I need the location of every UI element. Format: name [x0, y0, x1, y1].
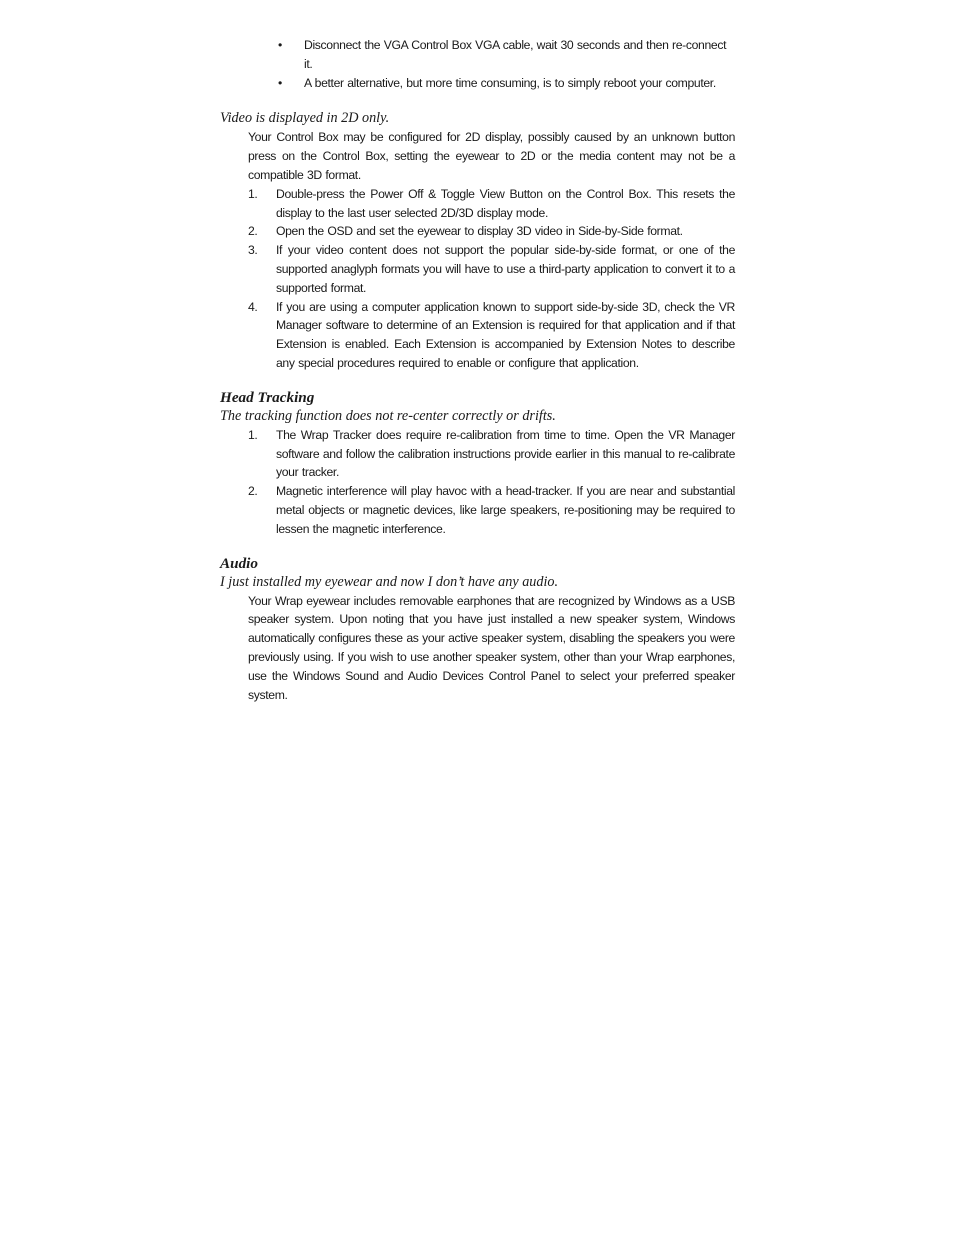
bullet-marker: •	[278, 38, 282, 52]
bullet-marker: •	[278, 75, 282, 90]
step-number: 4.	[248, 299, 258, 314]
step-text: If you are using a computer application known to support side-by-side 3D, check the VR Manager software to determine of an Extension is required for that application and if that Extension is enabled. Each Extension is accompanied by Extension Notes to describe any special procedures required to enable or configure that application.	[276, 299, 735, 370]
list-item	[220, 185, 735, 223]
step-text: Double-press the Power Off & Toggle View Button on the Control Box. This resets the display to the last user selected 2D/3D display mode.	[276, 186, 735, 220]
step-number: 1.	[248, 427, 258, 442]
step-number: 1.	[248, 186, 258, 201]
head-tracking-subheading: The tracking function does not re-center correctly or drifts.	[220, 407, 556, 424]
bullet-list	[220, 36, 735, 92]
bullet-text: A better alternative, but more time consuming, is to simply reboot your computer.	[304, 75, 716, 90]
list-item	[220, 222, 735, 241]
list-item	[220, 482, 735, 538]
head-tracking-heading: Head Tracking	[220, 388, 315, 406]
step-text: If your video content does not support the popular side-by-side format, or one of the supported anaglyph formats you will have to use a third-party application to convert it to a supported format.	[276, 243, 735, 295]
audio-paragraph: Your Wrap eyewear includes removable earphones that are recognized by Windows as a USB speaker system. Upon noting that you have just installed a new speaker system, Windows automatically configures these as your active speaker system, disabling the speakers you were previously using. If you wish to use another speaker system, other than your Wrap earphones, use the Windows Sound and Audio Devices Control Panel to select your preferred speaker system.	[248, 593, 735, 702]
list-item	[220, 298, 735, 373]
step-text: The Wrap Tracker does require re-calibration from time to time. Open the VR Manager software and follow the calibration instructions provide earlier in this manual to re-calibrate your tracker.	[276, 427, 735, 480]
step-text: Magnetic interference will play havoc with a head-tracker. If you are near and substantial metal objects or magnetic devices, like large speakers, re-positioning may be required to lessen the magnetic interference.	[276, 484, 735, 536]
document-page	[220, 36, 735, 704]
audio-heading: Audio	[220, 554, 258, 572]
step-number: 2.	[248, 484, 258, 499]
audio-subheading: I just installed my eyewear and now I don’t have any audio.	[220, 573, 559, 590]
bullet-text: Disconnect the VGA Control Box VGA cable, wait 30 seconds and then re-connect it.	[304, 38, 727, 71]
head-tracking-steps	[220, 426, 735, 539]
video-2d-subheading: Video is displayed in 2D only.	[220, 110, 390, 127]
list-item	[220, 241, 735, 297]
video-2d-intro: Your Control Box may be configured for 2D display, possibly caused by an unknown button press on the Control Box, setting the eyewear to 2D or the media content may not be a compatible 3D format.	[248, 130, 735, 182]
video-2d-steps	[220, 185, 735, 373]
step-text: Open the OSD and set the eyewear to display 3D video in Side-by-Side format.	[276, 224, 683, 239]
list-item	[220, 426, 735, 482]
step-number: 3.	[248, 243, 258, 258]
bullet-item	[220, 74, 735, 93]
step-number: 2.	[248, 224, 258, 239]
bullet-item	[220, 36, 735, 74]
